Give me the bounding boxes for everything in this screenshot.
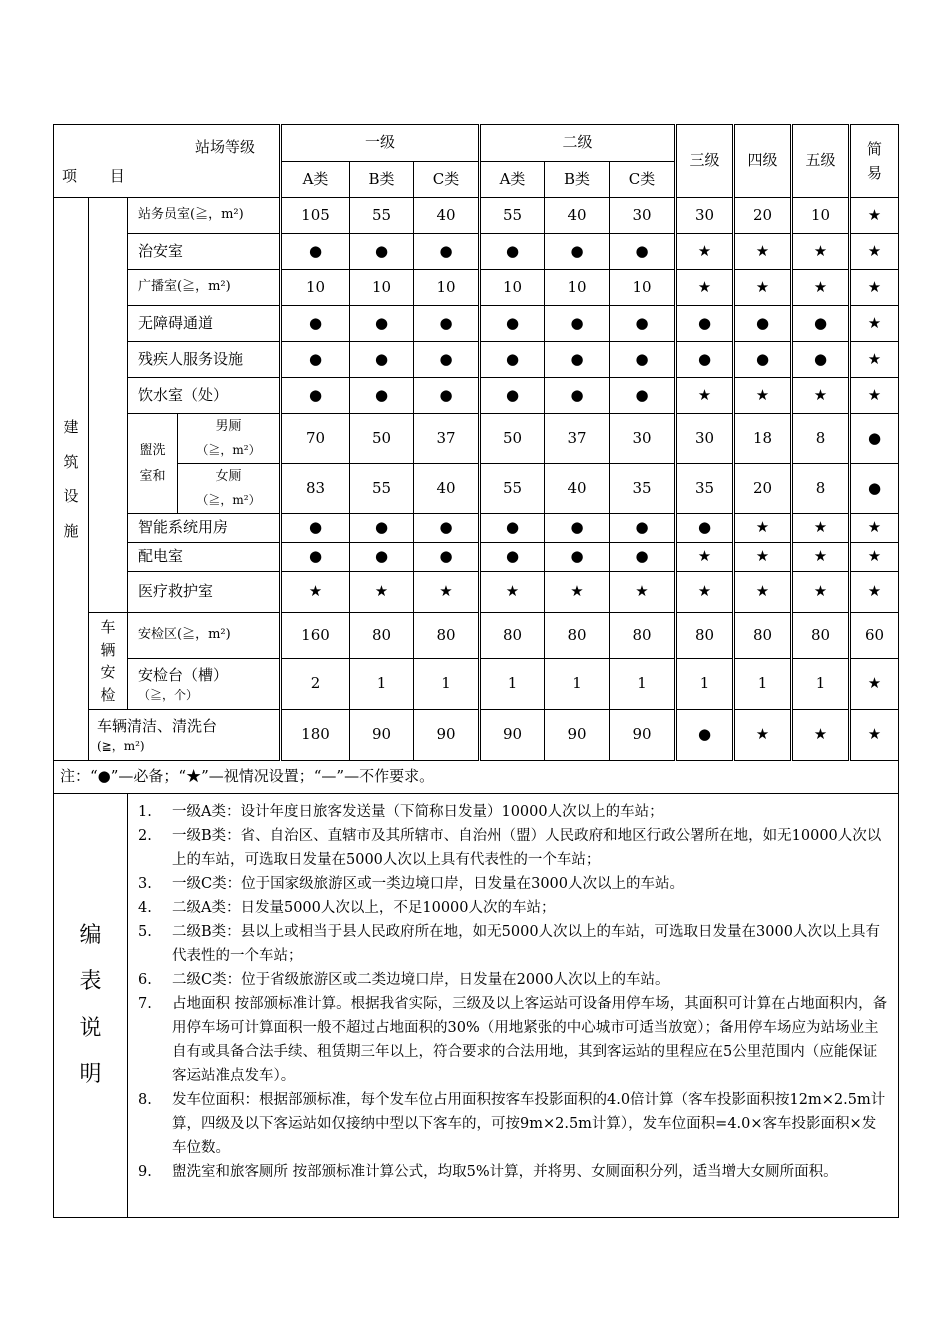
table-row [54, 659, 899, 710]
sub-header: A类 [281, 161, 350, 198]
sub-header: B类 [350, 161, 414, 198]
cell: 90 [545, 710, 610, 761]
sub-header: C类 [414, 161, 480, 198]
category-building-facilities: 建 筑 设 施 [54, 198, 89, 761]
cell: ★ [676, 572, 734, 613]
cell: 30 [610, 198, 676, 234]
table-row [54, 198, 899, 234]
cell: ● [350, 543, 414, 572]
cell: ★ [850, 710, 899, 761]
item-label: 项 目 [62, 166, 139, 185]
cell: 180 [281, 710, 350, 761]
list-item: 7. 占地面积 按部颁标准计算。根据我省实际，三级及以上客运站可设备用停车场，其面积可计算在占地面积内，备用停车场可计算面积一般不超过占地面积的30%（用地紧张的中心城市可适当放宽）；备用停车场应为站场业主自有或具备合法手续、租赁期三年以上，符合要求的合法用地，其到客运站的里程应在5公里范围内（应能保证客运站准点发车）。 [138, 996, 888, 1084]
cell: ★ [850, 514, 899, 543]
cell: 90 [480, 710, 545, 761]
table-row [54, 414, 899, 464]
cell: ● [676, 306, 734, 342]
group-header-1: 一级 [281, 125, 480, 162]
table-row [54, 543, 899, 572]
table-row [54, 464, 899, 514]
cell: ● [414, 514, 480, 543]
row-label: 无障碍通道 [128, 306, 281, 342]
cell: ★ [734, 234, 792, 270]
cell: ● [281, 543, 350, 572]
cell: ★ [734, 710, 792, 761]
cell: ● [414, 543, 480, 572]
cell: 70 [281, 414, 350, 464]
cell: ★ [676, 378, 734, 414]
cell: 10 [792, 198, 850, 234]
explanation-row [54, 794, 899, 1218]
cell: 90 [350, 710, 414, 761]
cell: ● [480, 378, 545, 414]
cell: ★ [792, 514, 850, 543]
subgroup-toilet: 盥洗 室和 [128, 414, 178, 514]
list-item: 2. 一级B类：省、自治区、直辖市及其所辖市、自治州（盟）人民政府和地区行政公署所在地，如无10000人次以上的车站，可选取日发量在5000人次以上具有代表性的一个车站； [138, 828, 882, 868]
cell: ★ [850, 659, 899, 710]
cell: ★ [414, 572, 480, 613]
cell: ● [545, 342, 610, 378]
cell: 30 [676, 198, 734, 234]
subcategory-blank [89, 198, 128, 613]
cell: ★ [850, 342, 899, 378]
cell: 37 [414, 414, 480, 464]
list-item: 5. 二级B类：县以上或相当于县人民政府所在地，如无5000人次以上的车站，可选取日发量在3000人次以上具有代表性的一个车站； [138, 924, 880, 964]
cell: ● [734, 342, 792, 378]
cell: 80 [350, 613, 414, 659]
cell: ★ [734, 514, 792, 543]
cell: 55 [480, 198, 545, 234]
cell: ★ [792, 270, 850, 306]
grade-label: 站场等级 [194, 138, 255, 156]
row-label-male: 男厕 （≧，m²） [178, 414, 281, 464]
cell: 83 [281, 464, 350, 514]
cell: 1 [734, 659, 792, 710]
cell: 20 [734, 464, 792, 514]
cell: 80 [734, 613, 792, 659]
standards-table [53, 124, 899, 1218]
cell: ★ [676, 234, 734, 270]
cell: 60 [850, 613, 899, 659]
cell: 35 [610, 464, 676, 514]
cell: ★ [734, 378, 792, 414]
cell: ● [545, 306, 610, 342]
cell: 80 [610, 613, 676, 659]
cell: 105 [281, 198, 350, 234]
row-label: 车辆清洁、清洗台 (≧，m²) [89, 710, 281, 761]
subgroup-vehicle-inspection: 车 辆 安 检 [89, 613, 128, 710]
cell: ● [281, 306, 350, 342]
cell: ● [792, 306, 850, 342]
cell: ★ [850, 572, 899, 613]
cell: ● [734, 306, 792, 342]
row-label: 智能系统用房 [128, 514, 281, 543]
cell: ★ [850, 234, 899, 270]
table-row [54, 306, 899, 342]
table-row [54, 514, 899, 543]
cell: ● [281, 342, 350, 378]
group-header-4: 四级 [734, 125, 792, 198]
cell: ★ [850, 270, 899, 306]
table-row [54, 710, 899, 761]
row-label: 广播室(≧，m²) [128, 270, 281, 306]
cell: 30 [610, 414, 676, 464]
row-label: 安检台（槽） （≧，个） [128, 659, 281, 710]
cell: 30 [676, 414, 734, 464]
cell: ● [480, 234, 545, 270]
row-label: 医疗救护室 [128, 572, 281, 613]
cell: ★ [734, 543, 792, 572]
cell: 8 [792, 414, 850, 464]
cell: ● [480, 342, 545, 378]
cell: 90 [414, 710, 480, 761]
note-row [54, 761, 899, 794]
cell: 10 [480, 270, 545, 306]
group-header-6: 简易 [850, 125, 899, 198]
cell: 2 [281, 659, 350, 710]
cell: ★ [792, 234, 850, 270]
cell: ● [850, 464, 899, 514]
explanation-list [128, 794, 899, 1218]
cell: ★ [850, 198, 899, 234]
cell: ★ [545, 572, 610, 613]
cell: ● [414, 342, 480, 378]
list-item: 6. 二级C类：位于省级旅游区或二类边境口岸，日发量在2000人次以上的车站。 [138, 972, 670, 988]
cell: ★ [850, 306, 899, 342]
group-header-2: 二级 [480, 125, 676, 162]
cell: 80 [545, 613, 610, 659]
legend-note: 注：“●”—必备；“★”—视情况设置；“—”—不作要求。 [54, 761, 899, 794]
cell: ★ [792, 543, 850, 572]
explanation-title: 编 表 说 明 [54, 794, 128, 1218]
cell: ★ [850, 543, 899, 572]
cell: ● [414, 234, 480, 270]
cell: ● [480, 306, 545, 342]
cell: ● [480, 514, 545, 543]
cell: ● [545, 378, 610, 414]
table-row [54, 270, 899, 306]
cell: 1 [545, 659, 610, 710]
cell: 40 [545, 198, 610, 234]
cell: ● [610, 234, 676, 270]
cell: ★ [734, 572, 792, 613]
cell: 10 [414, 270, 480, 306]
cell: 18 [734, 414, 792, 464]
cell: ● [610, 342, 676, 378]
cell: 80 [676, 613, 734, 659]
cell: ★ [281, 572, 350, 613]
cell: ● [480, 543, 545, 572]
cell: ● [414, 306, 480, 342]
cell: ● [676, 710, 734, 761]
cell: 37 [545, 414, 610, 464]
cell: ● [350, 342, 414, 378]
cell: 80 [480, 613, 545, 659]
cell: 40 [414, 198, 480, 234]
cell: 8 [792, 464, 850, 514]
table-row [54, 234, 899, 270]
list-item: 9. 盥洗室和旅客厕所 按部颁标准计算公式，均取5%计算，并将男、女厕面积分列，适当增大女厕所面积。 [138, 1164, 838, 1180]
list-item: 1. 一级A类：设计年度日旅客发送量（下简称日发量）10000人次以上的车站； [138, 804, 664, 820]
cell: ● [350, 234, 414, 270]
group-header-5: 五级 [792, 125, 850, 198]
cell: 50 [480, 414, 545, 464]
cell: 55 [350, 198, 414, 234]
cell: 1 [414, 659, 480, 710]
cell: ★ [350, 572, 414, 613]
cell: 1 [676, 659, 734, 710]
cell: ● [610, 543, 676, 572]
cell: 1 [480, 659, 545, 710]
cell: ● [350, 514, 414, 543]
cell: ● [281, 514, 350, 543]
cell: ● [850, 414, 899, 464]
cell: ● [610, 378, 676, 414]
cell: ★ [792, 378, 850, 414]
cell: ★ [480, 572, 545, 613]
sub-header: C类 [610, 161, 676, 198]
row-label: 治安室 [128, 234, 281, 270]
cell: ● [545, 234, 610, 270]
cell: 1 [792, 659, 850, 710]
cell: ★ [676, 543, 734, 572]
cell: ● [676, 342, 734, 378]
cell: 55 [480, 464, 545, 514]
cell: ● [281, 234, 350, 270]
table-row [54, 613, 899, 659]
cell: ● [610, 306, 676, 342]
row-label: 残疾人服务设施 [128, 342, 281, 378]
sub-header: A类 [480, 161, 545, 198]
cell: 90 [610, 710, 676, 761]
row-label: 安检区(≧，m²) [128, 613, 281, 659]
header-corner [54, 125, 281, 198]
cell: 10 [545, 270, 610, 306]
cell: ● [676, 514, 734, 543]
cell: ★ [850, 378, 899, 414]
cell: 160 [281, 613, 350, 659]
cell: 10 [610, 270, 676, 306]
cell: 35 [676, 464, 734, 514]
cell: ● [545, 543, 610, 572]
cell: 50 [350, 414, 414, 464]
cell: 1 [350, 659, 414, 710]
cell: 80 [792, 613, 850, 659]
cell: 10 [350, 270, 414, 306]
row-label-female: 女厕 （≧，m²） [178, 464, 281, 514]
cell: 10 [281, 270, 350, 306]
cell: ★ [792, 710, 850, 761]
sub-header: B类 [545, 161, 610, 198]
cell: ● [414, 378, 480, 414]
row-label: 站务员室(≧，m²) [128, 198, 281, 234]
cell: 1 [610, 659, 676, 710]
cell: 40 [414, 464, 480, 514]
list-item: 8. 发车位面积：根据部颁标准，每个发车位占用面积按客车投影面积的4.0倍计算（客车投影面积按12m×2.5m计算，四级及以下客运站如仅接纳中型以下客车的，可按9m×2.5m计算），发车位面积=4.0×客车投影面积×发车位数。 [138, 1092, 886, 1156]
table-row [54, 378, 899, 414]
group-header-3: 三级 [676, 125, 734, 198]
table-row [54, 342, 899, 378]
cell: ★ [676, 270, 734, 306]
cell: ★ [610, 572, 676, 613]
cell: ● [610, 514, 676, 543]
cell: ★ [734, 270, 792, 306]
cell: ● [545, 514, 610, 543]
cell: 55 [350, 464, 414, 514]
cell: ● [350, 378, 414, 414]
cell: 80 [414, 613, 480, 659]
cell: ★ [792, 572, 850, 613]
table-row [54, 572, 899, 613]
cell: 40 [545, 464, 610, 514]
row-label: 饮水室（处） [128, 378, 281, 414]
cell: 20 [734, 198, 792, 234]
list-item: 3. 一级C类：位于国家级旅游区或一类边境口岸，日发量在3000人次以上的车站。 [138, 876, 684, 892]
cell: ● [350, 306, 414, 342]
cell: ● [792, 342, 850, 378]
row-label: 配电室 [128, 543, 281, 572]
list-item: 4. 二级A类：日发量5000人次以上，不足10000人次的车站； [138, 900, 556, 916]
cell: ● [281, 378, 350, 414]
